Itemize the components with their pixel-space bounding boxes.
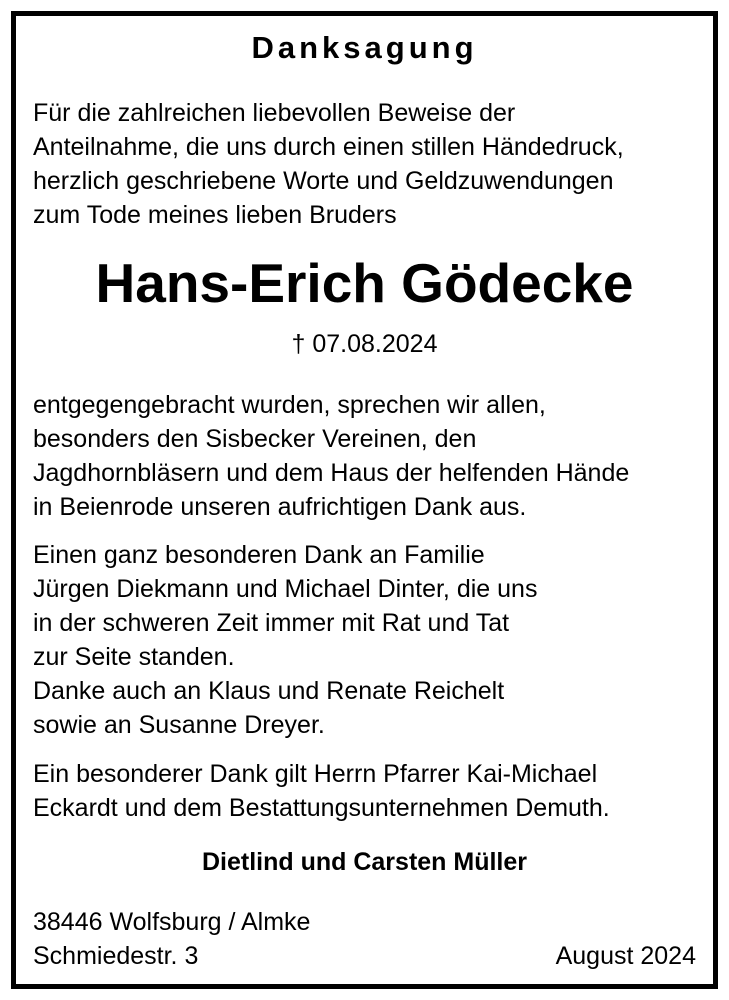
death-date: † 07.08.2024 [291, 330, 438, 358]
signature: Dietlind und Carsten Müller [201, 848, 528, 876]
intro-paragraph [33, 96, 703, 232]
paragraph-line: in Beienrode unseren aufrichtigen Dank aus. [33, 493, 527, 521]
paragraph-line: in der schweren Zeit immer mit Rat und Tat [33, 609, 510, 637]
intro-line: herzlich geschriebene Worte und Geldzuwendungen [33, 167, 614, 195]
notice-title: Danksagung [251, 30, 478, 65]
paragraph-line: entgegengebracht wurden, sprechen wir allen, [33, 391, 546, 419]
paragraph-line: zur Seite standen. [33, 643, 235, 671]
paragraph-line: besonders den Sisbecker Vereinen, den [33, 425, 477, 453]
address-line: Schmiedestr. 3 [33, 942, 199, 970]
paragraph-line: Eckardt und dem Bestattungsunternehmen Demuth. [33, 794, 610, 822]
address [33, 905, 310, 973]
paragraph-line: sowie an Susanne Dreyer. [33, 711, 325, 739]
address-line: 38446 Wolfsburg / Almke [33, 908, 311, 936]
deceased-name: Hans-Erich Gödecke [95, 252, 634, 314]
thanks-paragraph-1 [33, 388, 703, 524]
intro-line: Für die zahlreichen liebevollen Beweise der [33, 99, 516, 127]
publication-date: August 2024 [555, 942, 696, 970]
paragraph-line: Danke auch an Klaus und Renate Reichelt [33, 677, 505, 705]
thanks-paragraph-3 [33, 757, 703, 825]
intro-line: zum Tode meines lieben Bruders [33, 201, 397, 229]
paragraph-line: Jagdhornbläsern und dem Haus der helfenden Hände [33, 459, 630, 487]
thanks-paragraph-2 [33, 538, 703, 742]
intro-line: Anteilnahme, die uns durch einen stillen Händedruck, [33, 133, 624, 161]
paragraph-line: Einen ganz besonderen Dank an Familie [33, 541, 485, 569]
paragraph-line: Jürgen Diekmann und Michael Dinter, die uns [33, 575, 538, 603]
paragraph-line: Ein besonderer Dank gilt Herrn Pfarrer Kai-Michael [33, 760, 598, 788]
